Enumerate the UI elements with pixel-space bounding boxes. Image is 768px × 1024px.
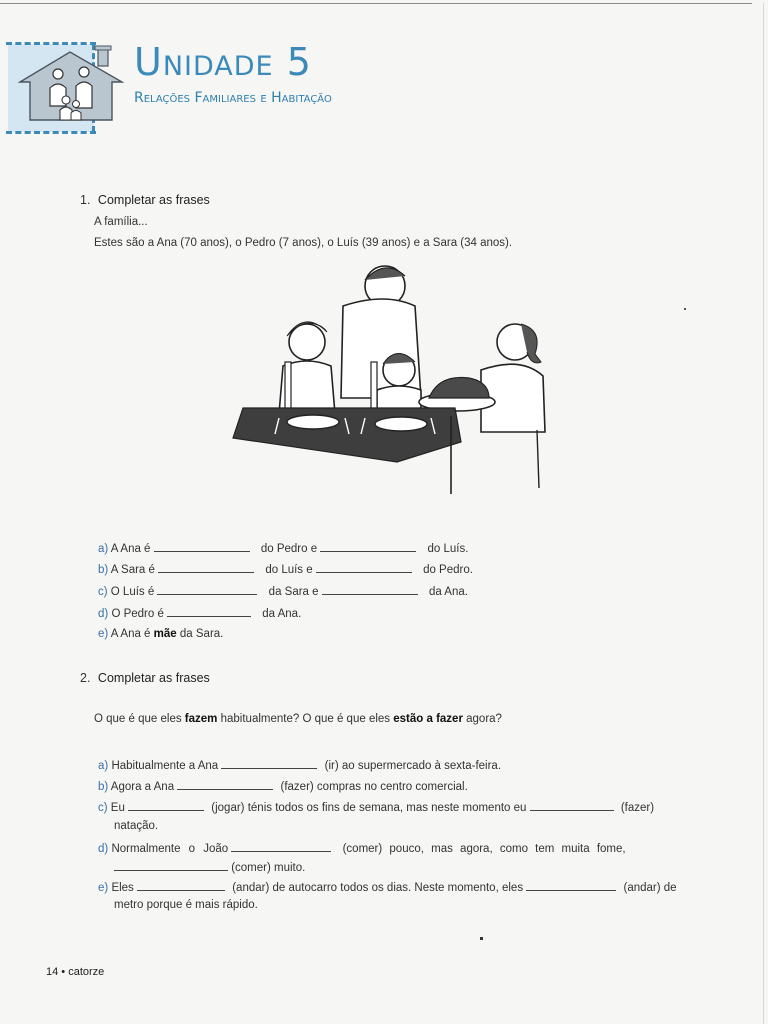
question-text: O que é que eles — [94, 713, 182, 725]
exercise-1-item-e — [98, 628, 223, 640]
exercise-2-question — [94, 713, 502, 725]
item-text: A Ana é — [110, 628, 151, 640]
exercise-1-number: 1. — [80, 193, 91, 207]
exercise-2-item-a — [98, 758, 501, 772]
item-text: do Pedro e — [260, 543, 318, 555]
exercise-1-item-b — [98, 562, 473, 576]
exercise-2-item-d-cont — [114, 860, 305, 874]
bold-word: estão a fazer — [393, 713, 463, 725]
item-text: do Pedro. — [423, 564, 473, 576]
exercise-2-item-d — [98, 841, 626, 855]
item-text: do Luís e — [265, 564, 313, 576]
item-text: (andar) de autocarro todos os dias. Neste momento, eles — [232, 882, 524, 894]
item-letter: e) — [98, 628, 109, 640]
item-text: Eu — [110, 802, 125, 814]
item-letter: d) — [98, 843, 109, 855]
exercise-1-intro-1: A família... — [94, 216, 148, 228]
item-letter: c) — [98, 802, 108, 814]
exercise-1-item-a — [98, 541, 468, 555]
answer-blank[interactable] — [320, 541, 416, 552]
exercise-2-item-e — [98, 880, 677, 894]
item-text: A Ana é — [110, 543, 151, 555]
page-edge — [763, 3, 764, 1024]
bold-word: fazem — [184, 713, 218, 725]
item-text: da Ana. — [428, 586, 468, 598]
item-text: do Luís. — [427, 543, 469, 555]
item-text: Habitualmente a Ana — [111, 760, 219, 772]
item-text: (andar) de — [623, 882, 677, 894]
item-text: (fazer) compras no centro comercial. — [280, 781, 468, 793]
exercise-1-heading: Completar as frases — [97, 193, 210, 207]
exercise-1-item-c — [98, 584, 468, 598]
question-text: habitualmente? O que é que eles — [220, 713, 391, 725]
unit-subtitle: Relações Familiares e Habitação — [134, 90, 332, 106]
exercise-2-number: 2. — [80, 671, 91, 685]
exercise-2-item-e-cont: metro porque é mais rápido. — [114, 899, 258, 911]
item-letter: a) — [98, 543, 109, 555]
item-letter: b) — [98, 564, 109, 576]
answer-blank[interactable] — [137, 880, 225, 891]
item-text: O Luís é — [110, 586, 155, 598]
item-text: (comer) pouco, mas agora, como tem muita fome, — [342, 843, 626, 855]
answer-blank[interactable] — [158, 562, 254, 573]
answer-blank[interactable] — [530, 800, 614, 811]
answer-blank[interactable] — [322, 584, 418, 595]
stray-mark — [480, 937, 483, 940]
question-text: agora? — [466, 713, 502, 725]
answer-blank[interactable] — [114, 860, 228, 871]
header-dash-bottom — [6, 131, 96, 134]
page-number: 14 • catorze — [46, 966, 105, 978]
bold-word: mãe — [153, 628, 177, 640]
answer-blank[interactable] — [231, 841, 331, 852]
item-letter: d) — [98, 608, 109, 620]
item-text: Eles — [111, 882, 134, 894]
answer-blank[interactable] — [221, 758, 317, 769]
item-text: Normalmente o João — [111, 843, 229, 855]
item-text: (comer) muito. — [231, 862, 306, 874]
exercise-2-title — [80, 671, 210, 685]
item-letter: c) — [98, 586, 108, 598]
exercise-2-item-c-cont: natação. — [114, 820, 159, 832]
family-dinner-illustration — [225, 258, 555, 498]
item-text: (ir) ao supermercado à sexta-feira. — [324, 760, 502, 772]
answer-blank[interactable] — [157, 584, 257, 595]
item-text: (fazer) — [620, 802, 655, 814]
item-letter: e) — [98, 882, 109, 894]
answer-blank[interactable] — [177, 779, 273, 790]
item-text: da Sara. — [179, 628, 224, 640]
house-family-icon — [12, 44, 130, 128]
unit-title: Unidade 5 — [134, 40, 312, 84]
answer-blank[interactable] — [128, 800, 204, 811]
top-rule — [0, 3, 752, 4]
item-text: (jogar) ténis todos os fins de semana, mas neste momento eu — [211, 802, 527, 814]
exercise-1-item-d — [98, 606, 301, 620]
exercise-2-item-c — [98, 800, 654, 814]
exercise-2-item-b — [98, 779, 468, 793]
item-letter: b) — [98, 781, 109, 793]
item-text: A Sara é — [110, 564, 155, 576]
exercise-1-intro-2: Estes são a Ana (70 anos), o Pedro (7 anos), o Luís (39 anos) e a Sara (34 anos). — [94, 237, 513, 249]
exercise-2-heading: Completar as frases — [97, 671, 210, 685]
answer-blank[interactable] — [526, 880, 616, 891]
answer-blank[interactable] — [154, 541, 250, 552]
item-text: Agora a Ana — [110, 781, 175, 793]
answer-blank[interactable] — [316, 562, 412, 573]
item-text: da Sara e — [268, 586, 319, 598]
item-text: O Pedro é — [111, 608, 164, 620]
item-letter: a) — [98, 760, 109, 772]
exercise-1-title — [80, 193, 210, 207]
answer-blank[interactable] — [167, 606, 251, 617]
stray-mark — [684, 308, 686, 310]
item-text: da Ana. — [262, 608, 302, 620]
